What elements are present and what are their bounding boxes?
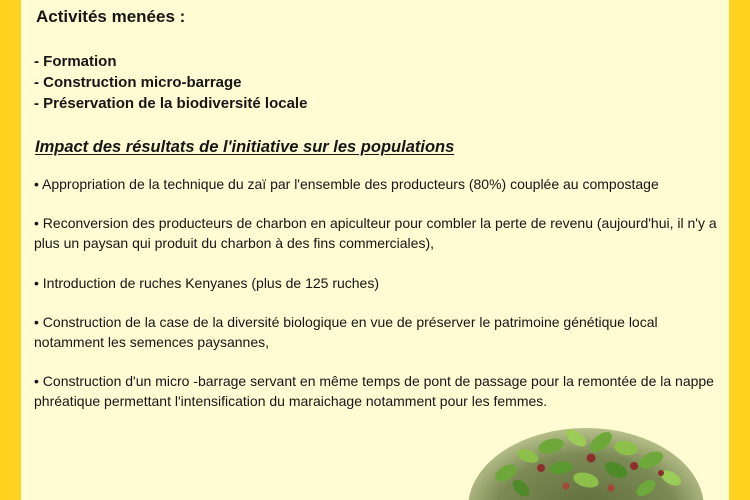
leafy-plant-photo (466, 418, 706, 500)
impact-bullet: • Construction de la case de la diversité biologique en vue de préserver le patrimoine génétique local notamment les semences paysannes, (34, 314, 658, 350)
impact-bullet: • Appropriation de la technique du zaï par l'ensemble des producteurs (80%) couplée au compostage (34, 176, 659, 192)
activities-heading: Activités menées : (36, 7, 186, 26)
activities-list (34, 51, 307, 114)
impact-bullet: • Reconversion des producteurs de charbon en apiculteur pour combler la perte de revenu (aujourd'hui, il n'y a plus un paysan qui produit du charbon à des fins commerciales), (34, 215, 717, 251)
activity-item: - Formation (34, 53, 117, 70)
document-panel (21, 0, 729, 500)
activity-item: - Préservation de la biodiversité locale (34, 95, 308, 112)
activity-item: - Construction micro-barrage (34, 74, 242, 91)
impact-bullet: • Construction d'un micro -barrage servant en même temps de pont de passage pour la remontée de la nappe phréatique permettant l'intensification du maraichage notamment pour les femmes. (34, 373, 714, 409)
impact-bullet: • Introduction de ruches Kenyanes (plus de 125 ruches) (34, 275, 379, 291)
impact-title: Impact des résultats de l'initiative sur les populations (35, 138, 455, 156)
